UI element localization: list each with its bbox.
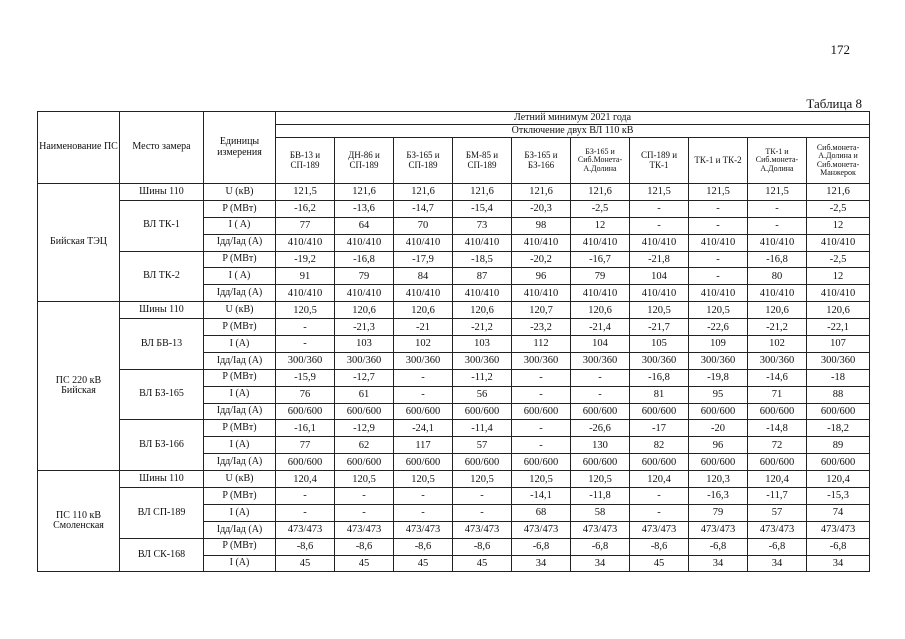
- header-case: БВ-13 и СП-189: [276, 138, 335, 184]
- value-cell: 473/473: [630, 521, 689, 538]
- value-cell: 45: [394, 555, 453, 572]
- value-cell: 121,5: [276, 184, 335, 201]
- value-cell: 600/600: [689, 454, 748, 471]
- value-cell: -20,3: [512, 200, 571, 217]
- value-cell: -16,3: [689, 488, 748, 505]
- value-cell: 121,5: [630, 184, 689, 201]
- header-case: СП-189 и ТК-1: [630, 138, 689, 184]
- value-cell: -13,6: [335, 200, 394, 217]
- value-cell: 600/600: [335, 403, 394, 420]
- header-case: ТК-1 и ТК-2: [689, 138, 748, 184]
- value-cell: -6,8: [571, 538, 630, 555]
- value-cell: -: [276, 319, 335, 336]
- unit-label: P (МВт): [204, 251, 276, 268]
- value-cell: 600/600: [394, 403, 453, 420]
- value-cell: 120,7: [512, 302, 571, 319]
- unit-label: U (кВ): [204, 184, 276, 201]
- value-cell: 76: [276, 386, 335, 403]
- value-cell: 300/360: [453, 352, 512, 369]
- value-cell: 120,5: [689, 302, 748, 319]
- header-case: ТК-1 и Сиб.монета-А.Долина: [748, 138, 807, 184]
- value-cell: 410/410: [571, 285, 630, 302]
- value-cell: 120,6: [453, 302, 512, 319]
- value-cell: 600/600: [512, 403, 571, 420]
- value-cell: 112: [512, 336, 571, 353]
- value-cell: -: [689, 251, 748, 268]
- value-cell: -: [394, 488, 453, 505]
- value-cell: 45: [453, 555, 512, 572]
- value-cell: -19,8: [689, 369, 748, 386]
- unit-label: I (A): [204, 336, 276, 353]
- value-cell: -23,2: [512, 319, 571, 336]
- value-cell: -: [571, 386, 630, 403]
- value-cell: 34: [748, 555, 807, 572]
- value-cell: 88: [807, 386, 870, 403]
- value-cell: 473/473: [807, 521, 870, 538]
- value-cell: 600/600: [748, 403, 807, 420]
- value-cell: 95: [689, 386, 748, 403]
- value-cell: -: [276, 504, 335, 521]
- value-cell: -: [512, 369, 571, 386]
- value-cell: 120,6: [807, 302, 870, 319]
- value-cell: 103: [335, 336, 394, 353]
- value-cell: 410/410: [512, 234, 571, 251]
- value-cell: 600/600: [453, 454, 512, 471]
- header-period: Летний минимум 2021 года: [276, 112, 870, 125]
- value-cell: -21,7: [630, 319, 689, 336]
- value-cell: 473/473: [689, 521, 748, 538]
- value-cell: 121,6: [453, 184, 512, 201]
- value-cell: 120,6: [748, 302, 807, 319]
- value-cell: 74: [807, 504, 870, 521]
- value-cell: 57: [748, 504, 807, 521]
- value-cell: -: [453, 504, 512, 521]
- table-row: [38, 184, 870, 201]
- unit-label: P (МВт): [204, 488, 276, 505]
- value-cell: 73: [453, 217, 512, 234]
- value-cell: 121,6: [335, 184, 394, 201]
- value-cell: 600/600: [394, 454, 453, 471]
- value-cell: -21: [394, 319, 453, 336]
- value-cell: 80: [748, 268, 807, 285]
- value-cell: -26,6: [571, 420, 630, 437]
- header-case: Сиб.монета-А.Долина и Сиб.монета-Манжерок: [807, 138, 870, 184]
- value-cell: -12,7: [335, 369, 394, 386]
- value-cell: 120,5: [453, 471, 512, 488]
- header-case: БЗ-165 и Сиб.Монета-А.Долина: [571, 138, 630, 184]
- value-cell: -2,5: [571, 200, 630, 217]
- value-cell: 77: [276, 437, 335, 454]
- value-cell: 410/410: [335, 234, 394, 251]
- value-cell: -11,4: [453, 420, 512, 437]
- unit-label: I ( A): [204, 217, 276, 234]
- value-cell: 300/360: [335, 352, 394, 369]
- substation-name: ПС 220 кВ Бийская: [38, 302, 120, 471]
- substation-name: Бийская ТЭЦ: [38, 184, 120, 302]
- value-cell: 34: [512, 555, 571, 572]
- unit-label: I (A): [204, 437, 276, 454]
- header-scenario: Отключение двух ВЛ 110 кВ: [276, 125, 870, 138]
- header-units: Единицы измерения: [204, 112, 276, 184]
- value-cell: -: [512, 437, 571, 454]
- value-cell: 300/360: [571, 352, 630, 369]
- value-cell: 410/410: [807, 234, 870, 251]
- value-cell: 79: [689, 504, 748, 521]
- value-cell: 102: [394, 336, 453, 353]
- value-cell: 120,5: [512, 471, 571, 488]
- value-cell: -: [748, 200, 807, 217]
- value-cell: 410/410: [571, 234, 630, 251]
- value-cell: -: [689, 217, 748, 234]
- value-cell: -16,8: [335, 251, 394, 268]
- value-cell: 109: [689, 336, 748, 353]
- value-cell: 45: [276, 555, 335, 572]
- value-cell: -: [394, 504, 453, 521]
- value-cell: -18: [807, 369, 870, 386]
- unit-label: P (МВт): [204, 538, 276, 555]
- value-cell: -14,6: [748, 369, 807, 386]
- value-cell: -15,4: [453, 200, 512, 217]
- value-cell: -2,5: [807, 200, 870, 217]
- value-cell: 473/473: [571, 521, 630, 538]
- table-row: [38, 319, 870, 336]
- unit-label: I (A): [204, 555, 276, 572]
- value-cell: 121,5: [689, 184, 748, 201]
- value-cell: -11,7: [748, 488, 807, 505]
- header-case: БМ-85 и СП-189: [453, 138, 512, 184]
- value-cell: -14,1: [512, 488, 571, 505]
- value-cell: 410/410: [276, 234, 335, 251]
- value-cell: -15,9: [276, 369, 335, 386]
- value-cell: -17: [630, 420, 689, 437]
- unit-label: Iдд/Iад (A): [204, 521, 276, 538]
- unit-label: P (МВт): [204, 420, 276, 437]
- value-cell: 600/600: [630, 454, 689, 471]
- value-cell: -20,2: [512, 251, 571, 268]
- header-case: ДН-86 и СП-189: [335, 138, 394, 184]
- value-cell: 107: [807, 336, 870, 353]
- value-cell: -16,8: [630, 369, 689, 386]
- value-cell: -21,2: [748, 319, 807, 336]
- value-cell: 120,5: [394, 471, 453, 488]
- table-row: [38, 369, 870, 386]
- value-cell: 410/410: [630, 285, 689, 302]
- value-cell: -15,3: [807, 488, 870, 505]
- value-cell: -: [748, 217, 807, 234]
- value-cell: -: [276, 488, 335, 505]
- value-cell: 410/410: [630, 234, 689, 251]
- value-cell: 473/473: [453, 521, 512, 538]
- page-number: 172: [830, 42, 850, 57]
- value-cell: 103: [453, 336, 512, 353]
- value-cell: -: [630, 504, 689, 521]
- unit-label: I (A): [204, 504, 276, 521]
- value-cell: 62: [335, 437, 394, 454]
- value-cell: 120,5: [571, 471, 630, 488]
- value-cell: -: [335, 504, 394, 521]
- value-cell: -16,2: [276, 200, 335, 217]
- location-name: ВЛ СП-189: [120, 488, 204, 539]
- value-cell: -8,6: [453, 538, 512, 555]
- value-cell: -18,5: [453, 251, 512, 268]
- value-cell: 45: [630, 555, 689, 572]
- value-cell: 71: [748, 386, 807, 403]
- value-cell: 104: [571, 336, 630, 353]
- value-cell: 410/410: [748, 234, 807, 251]
- value-cell: 600/600: [276, 403, 335, 420]
- value-cell: -6,8: [512, 538, 571, 555]
- value-cell: 473/473: [512, 521, 571, 538]
- value-cell: 600/600: [689, 403, 748, 420]
- value-cell: -: [394, 386, 453, 403]
- value-cell: -19,2: [276, 251, 335, 268]
- value-cell: 12: [807, 217, 870, 234]
- table-row: [38, 200, 870, 217]
- value-cell: 410/410: [807, 285, 870, 302]
- value-cell: 410/410: [335, 285, 394, 302]
- value-cell: -: [630, 200, 689, 217]
- value-cell: -8,6: [394, 538, 453, 555]
- value-cell: 12: [571, 217, 630, 234]
- header-location: Место замера: [120, 112, 204, 184]
- header-case: БЗ-165 и БЗ-166: [512, 138, 571, 184]
- value-cell: -16,8: [748, 251, 807, 268]
- unit-label: U (кВ): [204, 471, 276, 488]
- value-cell: 120,3: [689, 471, 748, 488]
- value-cell: 473/473: [276, 521, 335, 538]
- value-cell: 473/473: [748, 521, 807, 538]
- value-cell: 34: [689, 555, 748, 572]
- value-cell: 45: [335, 555, 394, 572]
- table-row: [38, 471, 870, 488]
- value-cell: -14,7: [394, 200, 453, 217]
- value-cell: 120,5: [276, 302, 335, 319]
- data-table: [37, 111, 870, 572]
- value-cell: 410/410: [276, 285, 335, 302]
- value-cell: -: [512, 420, 571, 437]
- unit-label: Iдд/Iад (A): [204, 285, 276, 302]
- value-cell: 600/600: [630, 403, 689, 420]
- value-cell: -: [394, 369, 453, 386]
- value-cell: 87: [453, 268, 512, 285]
- value-cell: 34: [571, 555, 630, 572]
- value-cell: -16,1: [276, 420, 335, 437]
- value-cell: 12: [807, 268, 870, 285]
- value-cell: 79: [571, 268, 630, 285]
- value-cell: 120,4: [748, 471, 807, 488]
- value-cell: 600/600: [807, 454, 870, 471]
- value-cell: -20: [689, 420, 748, 437]
- value-cell: 300/360: [512, 352, 571, 369]
- value-cell: 600/600: [453, 403, 512, 420]
- unit-label: Iдд/Iад (A): [204, 234, 276, 251]
- unit-label: P (МВт): [204, 200, 276, 217]
- unit-label: P (МВт): [204, 369, 276, 386]
- value-cell: 121,6: [571, 184, 630, 201]
- value-cell: -24,1: [394, 420, 453, 437]
- value-cell: 300/360: [807, 352, 870, 369]
- substation-name: ПС 110 кВ Смоленская: [38, 471, 120, 572]
- value-cell: -: [630, 488, 689, 505]
- unit-label: P (МВт): [204, 319, 276, 336]
- value-cell: -21,2: [453, 319, 512, 336]
- value-cell: 34: [807, 555, 870, 572]
- value-cell: 473/473: [394, 521, 453, 538]
- value-cell: 121,6: [512, 184, 571, 201]
- value-cell: 300/360: [748, 352, 807, 369]
- value-cell: 81: [630, 386, 689, 403]
- value-cell: 68: [512, 504, 571, 521]
- value-cell: 600/600: [335, 454, 394, 471]
- location-name: ВЛ ТК-2: [120, 251, 204, 302]
- value-cell: 57: [453, 437, 512, 454]
- value-cell: 70: [394, 217, 453, 234]
- unit-label: I ( A): [204, 268, 276, 285]
- value-cell: 600/600: [512, 454, 571, 471]
- value-cell: 300/360: [630, 352, 689, 369]
- value-cell: 410/410: [748, 285, 807, 302]
- value-cell: 120,4: [630, 471, 689, 488]
- value-cell: 410/410: [394, 234, 453, 251]
- table-row: [38, 302, 870, 319]
- unit-label: Iдд/Iад (A): [204, 454, 276, 471]
- value-cell: -8,6: [630, 538, 689, 555]
- unit-label: I (A): [204, 386, 276, 403]
- value-cell: -: [335, 488, 394, 505]
- value-cell: 120,4: [276, 471, 335, 488]
- value-cell: 410/410: [512, 285, 571, 302]
- value-cell: 600/600: [276, 454, 335, 471]
- value-cell: 82: [630, 437, 689, 454]
- location-name: ВЛ БЗ-166: [120, 420, 204, 471]
- value-cell: 89: [807, 437, 870, 454]
- value-cell: 120,6: [335, 302, 394, 319]
- table-row: [38, 420, 870, 437]
- table-row: [38, 251, 870, 268]
- value-cell: 120,5: [630, 302, 689, 319]
- value-cell: -12,9: [335, 420, 394, 437]
- value-cell: -21,3: [335, 319, 394, 336]
- value-cell: 91: [276, 268, 335, 285]
- value-cell: -8,6: [335, 538, 394, 555]
- value-cell: -: [512, 386, 571, 403]
- value-cell: 117: [394, 437, 453, 454]
- unit-label: U (кВ): [204, 302, 276, 319]
- value-cell: -2,5: [807, 251, 870, 268]
- location-name: ВЛ БВ-13: [120, 319, 204, 370]
- value-cell: -22,6: [689, 319, 748, 336]
- value-cell: 300/360: [276, 352, 335, 369]
- value-cell: -: [571, 369, 630, 386]
- unit-label: Iдд/Iад (A): [204, 352, 276, 369]
- value-cell: 64: [335, 217, 394, 234]
- location-name: ВЛ БЗ-165: [120, 369, 204, 420]
- value-cell: -16,7: [571, 251, 630, 268]
- value-cell: 120,5: [335, 471, 394, 488]
- location-name: Шины 110: [120, 471, 204, 488]
- header-case: БЗ-165 и СП-189: [394, 138, 453, 184]
- value-cell: 96: [689, 437, 748, 454]
- value-cell: 120,4: [807, 471, 870, 488]
- table-caption: Таблица 8: [806, 96, 862, 111]
- location-name: Шины 110: [120, 184, 204, 201]
- location-name: ВЛ ТК-1: [120, 200, 204, 251]
- value-cell: 102: [748, 336, 807, 353]
- value-cell: 72: [748, 437, 807, 454]
- table-row: [38, 488, 870, 505]
- value-cell: -18,2: [807, 420, 870, 437]
- value-cell: 121,6: [807, 184, 870, 201]
- value-cell: 56: [453, 386, 512, 403]
- value-cell: -6,8: [807, 538, 870, 555]
- value-cell: 600/600: [571, 403, 630, 420]
- value-cell: 410/410: [689, 285, 748, 302]
- unit-label: Iдд/Iад (A): [204, 403, 276, 420]
- value-cell: 120,6: [571, 302, 630, 319]
- value-cell: -: [630, 217, 689, 234]
- value-cell: 600/600: [748, 454, 807, 471]
- value-cell: -11,8: [571, 488, 630, 505]
- value-cell: -8,6: [276, 538, 335, 555]
- value-cell: -: [453, 488, 512, 505]
- value-cell: 104: [630, 268, 689, 285]
- value-cell: 120,6: [394, 302, 453, 319]
- value-cell: 410/410: [453, 234, 512, 251]
- value-cell: 473/473: [335, 521, 394, 538]
- value-cell: -: [689, 200, 748, 217]
- value-cell: 84: [394, 268, 453, 285]
- value-cell: 96: [512, 268, 571, 285]
- value-cell: 58: [571, 504, 630, 521]
- value-cell: 77: [276, 217, 335, 234]
- value-cell: 300/360: [394, 352, 453, 369]
- value-cell: 105: [630, 336, 689, 353]
- value-cell: -17,9: [394, 251, 453, 268]
- value-cell: 300/360: [689, 352, 748, 369]
- value-cell: -22,1: [807, 319, 870, 336]
- value-cell: -: [689, 268, 748, 285]
- value-cell: 121,6: [394, 184, 453, 201]
- value-cell: 410/410: [394, 285, 453, 302]
- value-cell: -21,8: [630, 251, 689, 268]
- value-cell: 130: [571, 437, 630, 454]
- location-name: Шины 110: [120, 302, 204, 319]
- value-cell: 410/410: [689, 234, 748, 251]
- value-cell: 600/600: [571, 454, 630, 471]
- value-cell: 410/410: [453, 285, 512, 302]
- value-cell: 61: [335, 386, 394, 403]
- value-cell: -6,8: [748, 538, 807, 555]
- value-cell: -14,8: [748, 420, 807, 437]
- value-cell: 98: [512, 217, 571, 234]
- table-row: [38, 538, 870, 555]
- value-cell: -21,4: [571, 319, 630, 336]
- value-cell: -6,8: [689, 538, 748, 555]
- value-cell: 600/600: [807, 403, 870, 420]
- value-cell: -: [276, 336, 335, 353]
- value-cell: 121,5: [748, 184, 807, 201]
- header-substation: Наименование ПС: [38, 112, 120, 184]
- location-name: ВЛ СК-168: [120, 538, 204, 572]
- value-cell: 79: [335, 268, 394, 285]
- value-cell: -11,2: [453, 369, 512, 386]
